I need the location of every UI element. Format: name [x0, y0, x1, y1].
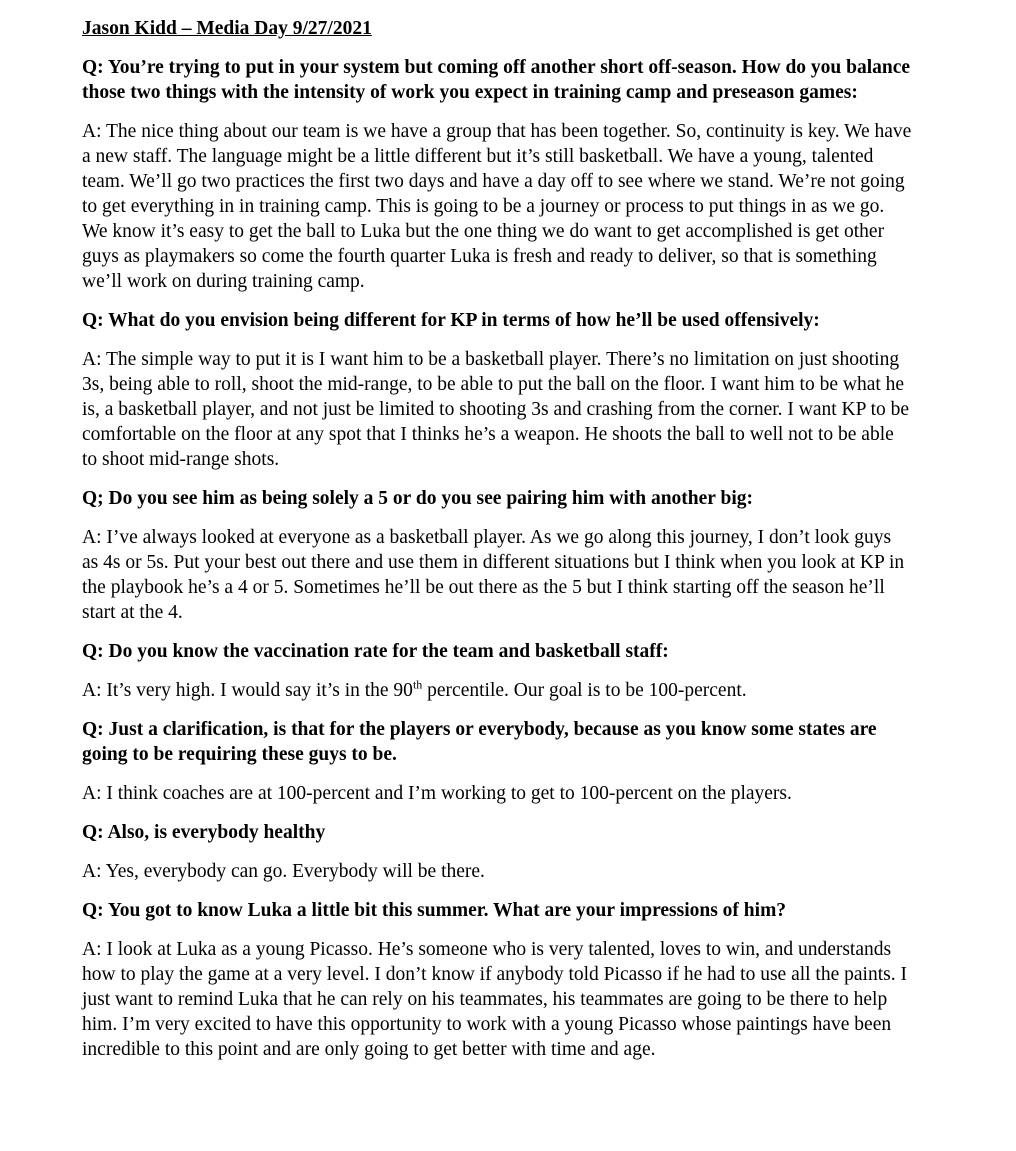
document-title: Jason Kidd – Media Day 9/27/2021	[82, 18, 372, 39]
answer-4-text-start: A: It’s very high. I would say it’s in the 90	[82, 680, 413, 701]
answer-7: A: I look at Luka as a young Picasso. He’s someone who is very talented, loves to win, and understands how to play the game at a very level. I don’t know if anybody told Picasso if he had to use all the paints. I just want to remind Luka that he can rely on his teammates, his teammates are going to be there to help him. I’m very excited to have this opportunity to work with a young Picasso whose paintings have been incredible to this point and are only going to get better with time and age.	[82, 939, 907, 1060]
answer-4	[82, 678, 912, 703]
answer-4-superscript: th	[412, 677, 423, 692]
question-5: Q: Just a clarification, is that for the players or everybody, because as you know some states are going to be requiring these guys to be.	[82, 719, 877, 765]
answer-1: A: The nice thing about our team is we have a group that has been together. So, continuity is key. We have a new staff. The language might be a little different but it’s still basketball. We have a young, talented team. We’ll go two practices the first two days and have a day off to see where we stand. We’re not going to get everything in in training camp. This is going to be a journey or process to put things in as we go. We know it’s easy to get the ball to Luka but the one thing we do want to get accomplished is get other guys as playmakers so come the fourth quarter Luka is fresh and ready to deliver, so that is something we’ll work on during training camp.	[82, 121, 912, 292]
question-4: Q: Do you know the vaccination rate for the team and basketball staff:	[82, 641, 669, 662]
answer-5: A: I think coaches are at 100-percent and I’m working to get to 100-percent on the players.	[82, 783, 792, 804]
question-7: Q: You got to know Luka a little bit this summer. What are your impressions of him?	[82, 900, 787, 921]
question-6: Q: Also, is everybody healthy	[82, 822, 326, 843]
answer-6: A: Yes, everybody can go. Everybody will be there.	[82, 861, 485, 882]
answer-3: A: I’ve always looked at everyone as a basketball player. As we go along this journey, I don’t look guys as 4s or 5s. Put your best out there and use them in different situations but I think when you look at KP in the playbook he’s a 4 or 5. Sometimes he’ll be out there as the 5 but I think starting off the season he’ll start at the 4.	[82, 527, 905, 623]
question-1: Q: You’re trying to put in your system but coming off another short off-season. How do you balance those two things with the intensity of work you expect in training camp and preseason games:	[82, 57, 911, 103]
question-3: Q; Do you see him as being solely a 5 or do you see pairing him with another big:	[82, 488, 753, 509]
answer-4-text-end: percentile. Our goal is to be 100-percent.	[422, 680, 747, 701]
document-page	[82, 16, 912, 1076]
question-2: Q: What do you envision being different for KP in terms of how he’ll be used offensively:	[82, 310, 820, 331]
answer-2: A: The simple way to put it is I want him to be a basketball player. There’s no limitation on just shooting 3s, being able to roll, shoot the mid-range, to be able to put the ball on the floor. I want him to be what he is, a basketball player, and not just be limited to shooting 3s and crashing from the corner. I want KP to be comfortable on the floor at any spot that I thinks he’s a weapon. He shoots the ball to well not to be able to shoot mid-range shots.	[82, 349, 910, 470]
